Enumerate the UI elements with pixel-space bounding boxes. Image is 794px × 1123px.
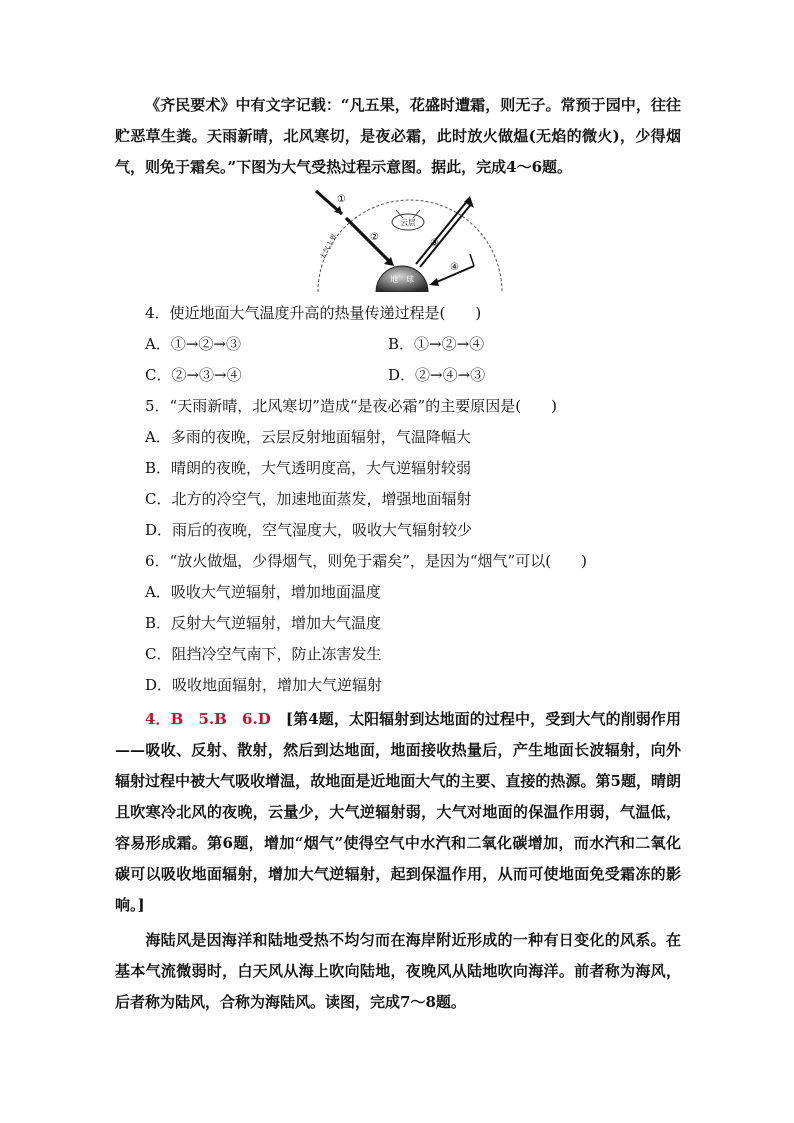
q6-option-b[interactable]: B．反射大气逆辐射，增加大气温度 <box>145 614 382 632</box>
q6-stem: 6．“放火做煴，少得烟气，则免于霜矣”，是因为“烟气”可以( ) <box>145 552 587 570</box>
q4-option-b[interactable]: B．①→②→④ <box>388 335 485 353</box>
q5-option-c[interactable]: C．北方的冷空气，加速地面蒸发，增强地面辐射 <box>145 490 472 508</box>
marker-2: ② <box>370 232 379 243</box>
atmosphere-heating-diagram <box>290 188 516 292</box>
q6-option-a[interactable]: A．吸收大气逆辐射，增加地面温度 <box>145 583 381 601</box>
answer-explanation <box>115 704 681 921</box>
q5-option-b[interactable]: B．晴朗的夜晚，大气透明度高，大气逆辐射较弱 <box>145 459 472 477</box>
arrow-2-to-ground <box>346 218 392 264</box>
passage-sea-land-breeze-text: 海陆风是因海洋和陆地受热不均匀而在海岸附近形成的一种有日变化的风系。在基本气流微弱时，白天风从海上吹向陆地，夜晚风从陆地吹向海洋。前者称为海风，后者称为陆风，合称为海陆风。读图，完成7～8题。 <box>115 931 681 1011</box>
earth-label: 地 球 <box>390 275 414 284</box>
passage-sea-land-breeze <box>115 925 681 1018</box>
q4-stem: 4．使近地面大气温度升高的热量传递过程是( ) <box>145 304 482 322</box>
q6-option-c[interactable]: C．阻挡冷空气南下，防止冻害发生 <box>145 645 382 663</box>
explanation-text: [第4题，太阳辐射到达地面的过程中，受到大气的削弱作用——吸收、反射、散射，然后到达地面，地面接收热量后，产生地面长波辐射，向外辐射过程中被大气吸收增温，故地面是近地面大气的主要、直接的热源。第5题，晴朗且吹寒冷北风的夜晚，云量少，大气逆辐射弱，大气对地面的保温作用弱，气温低，容易形成霜。第6题，增加“烟气”使得空气中水汽和二氧化碳增加，而水汽和二氧化碳可以吸收地面辐射，增加大气逆辐射，起到保温作用，从而可使地面免受霜冻的影响。] <box>115 710 681 914</box>
q6-option-d[interactable]: D．吸收地面辐射，增加大气逆辐射 <box>145 676 383 694</box>
marker-3: ③ <box>430 238 439 249</box>
q4-option-a[interactable]: A．①→②→③ <box>145 335 241 353</box>
cloud-label: 云层 <box>400 218 416 227</box>
passage-intro-text: 《齐民要术》中有文字记载：“凡五果，花盛时遭霜，则无子。常预于园中，往往贮恶草生粪。天雨新晴，北风寒切，是夜必霜，此时放火做煴(无焰的微火)，少得烟气，则免于霜矣。”下图为大气受热过程示意图。据此，完成4～6题。 <box>115 96 681 176</box>
q5-option-a[interactable]: A．多雨的夜晚，云层反射地面辐射，气温降幅大 <box>145 428 471 446</box>
atmosphere-boundary-label: 大气上界 <box>318 232 339 261</box>
marker-1: ① <box>337 194 346 205</box>
q5-option-d[interactable]: D．雨后的夜晚，空气湿度大，吸收大气辐射较少 <box>145 521 473 539</box>
answer-key: 4．B 5.B 6.D <box>145 710 271 728</box>
marker-4: ④ <box>450 262 459 273</box>
arrow-3-ground-radiation <box>416 200 468 264</box>
q5-stem: 5．“天雨新晴，北风寒切”造成“是夜必霜”的主要原因是( ) <box>145 397 557 415</box>
q4-option-d[interactable]: D．②→④→③ <box>388 366 486 384</box>
q4-option-c[interactable]: C．②→③→④ <box>145 366 242 384</box>
passage-intro <box>115 90 681 183</box>
